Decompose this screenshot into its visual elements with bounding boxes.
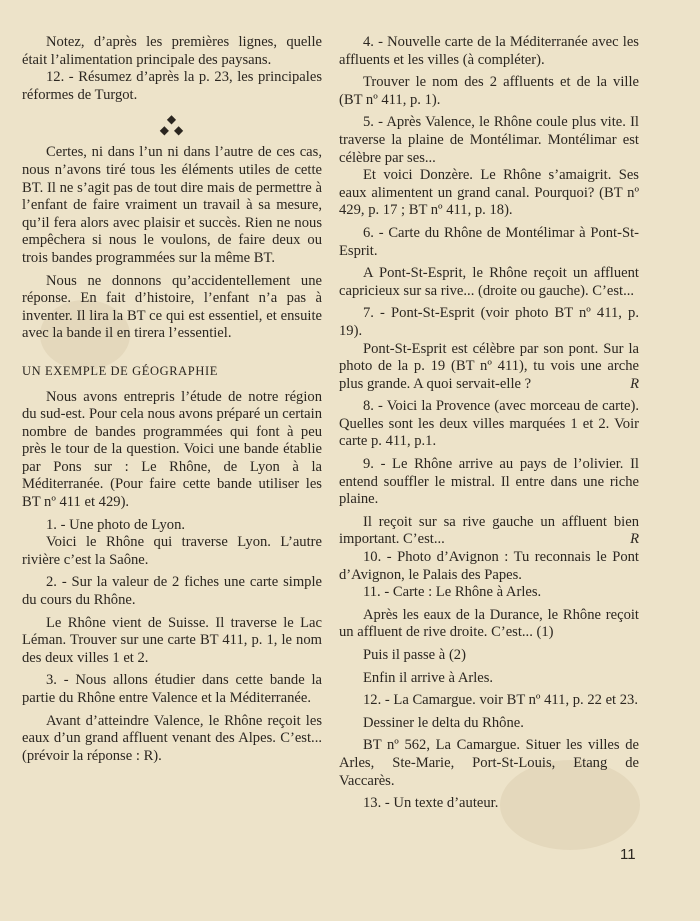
ornament-divider: ◆ ◆ ◆: [159, 112, 185, 138]
paragraph: Notez, d’après les premières lignes, quelle était l’alimentation principale des paysans.: [22, 34, 322, 68]
paragraph: Voici le Rhône qui traverse Lyon. L’autre rivière c’est la Saône.: [22, 534, 322, 568]
item-12: 12. - La Camargue. voir BT nº 411, p. 22 et 23.: [363, 692, 639, 709]
paragraph: Enfin il arrive à Arles.: [363, 669, 494, 686]
paragraph: Certes, ni dans l’un ni dans l’autre de ces cas, nous n’avons tiré tous les éléments utiles de cette BT. Il ne s’agit pas de tout dire mais de permettre à l’enfant de faire vraiment un travail à sa mesure, qu’il fera alors avec plaisir et succès. Rien ne nous empêchera si nous le voulons, de faire deux ou trois bandes programmées sur la même BT.: [22, 144, 322, 266]
section-heading: UN EXEMPLE DE GÉOGRAPHIE: [22, 363, 218, 378]
paragraph: Nous ne donnons qu’accidentellement une réponse. En fait d’histoire, l’enfant n’a pas à inventer. Il lira la BT ce qui est essentiel, et ensuite avec la bande il en tirera l’essentiel.: [22, 272, 322, 342]
paragraph: A Pont-St-Esprit, le Rhône reçoit un affluent capricieux sur sa rive... (droite ou gauche). C’est...: [339, 265, 639, 299]
question-12: 12. - Résumez d’après la p. 23, les principales réformes de Turgot.: [22, 69, 322, 103]
paragraph: Après les eaux de la Durance, le Rhône reçoit un affluent de rive droite. C’est... (1): [339, 606, 639, 641]
item-11: 11. - Carte : Le Rhône à Arles.: [363, 584, 542, 601]
paragraph: Le Rhône vient de Suisse. Il traverse le Lac Léman. Trouver sur une carte BT 411, p. 1, le nom des deux villes 1 et 2.: [22, 614, 322, 666]
paragraph: Pont-St-Esprit est célèbre par son pont. Sur la photo de la p. 19 (BT nº 411), tu vois une arche plus grande. A quoi servait-elle ? R: [339, 340, 639, 392]
paragraph: Il reçoit sur sa rive gauche un affluent bien important. C’est... R: [339, 513, 639, 548]
answer-mark: R: [630, 531, 639, 548]
paragraph: Avant d’atteindre Valence, le Rhône reçoit les eaux d’un grand affluent venant des Alpes. C’est... (prévoir la réponse : R).: [22, 712, 322, 764]
item-9: 9. - Le Rhône arrive au pays de l’olivier. Il entend souffler le mistral. Il entre dans une riche plaine.: [339, 456, 639, 508]
paragraph: Trouver le nom des 2 affluents et de la ville (BT nº 411, p. 1).: [339, 74, 639, 108]
item-10: 10. - Photo d’Avignon : Tu reconnais le Pont d’Avignon, le Palais des Papes.: [339, 549, 639, 583]
item-13: 13. - Un texte d’auteur.: [363, 795, 499, 812]
item-2: 2. - Sur la valeur de 2 fiches une carte simple du cours du Rhône.: [22, 574, 322, 609]
item-1: 1. - Une photo de Lyon.: [46, 516, 186, 533]
item-6: 6. - Carte du Rhône de Montélimar à Pont-St-Esprit.: [339, 224, 639, 259]
paragraph: BT nº 562, La Camargue. Situer les villes de Arles, Ste-Marie, Port-St-Louis, Etang de Vaccarès.: [339, 737, 639, 789]
item-8: 8. - Voici la Provence (avec morceau de carte). Quelles sont les deux villes marquées 1 et 2. Voir carte p. 411, p.1.: [339, 398, 639, 450]
paragraph: Et voici Donzère. Le Rhône s’amaigrit. Ses eaux alimentent un grand canal. Pourquoi? (BT nº 429, p. 17 ; BT nº 411, p. 18).: [339, 167, 639, 219]
paragraph: Nous avons entrepris l’étude de notre région du sud-est. Pour cela nous avons préparé un certain nombre de bandes programmées qui font à peu près le tour de la question. Voici une bande établie par Pons sur : Le Rhône, de Lyon à la Méditerranée. (Pour faire cette bande utiliser les BT nº 411 et 429).: [22, 388, 322, 511]
paragraph: Puis il passe à (2): [363, 647, 466, 663]
item-3: 3. - Nous allons étudier dans cette bande la partie du Rhône entre Valence et la Méditerranée.: [22, 672, 322, 706]
page-number: 11: [620, 846, 636, 863]
item-7: 7. - Pont-St-Esprit (voir photo BT nº 411, p. 19).: [339, 305, 639, 339]
right-column: [339, 34, 639, 813]
paragraph: Dessiner le delta du Rhône.: [363, 714, 524, 731]
item-5: 5. - Après Valence, le Rhône coule plus vite. Il traverse la plaine de Montélimar. Montélimar est célèbre par ses...: [339, 114, 639, 166]
item-4: 4. - Nouvelle carte de la Méditerranée avec les affluents et les villes (à compléter).: [339, 34, 639, 68]
answer-mark: R: [630, 375, 639, 392]
left-column: [22, 34, 322, 765]
